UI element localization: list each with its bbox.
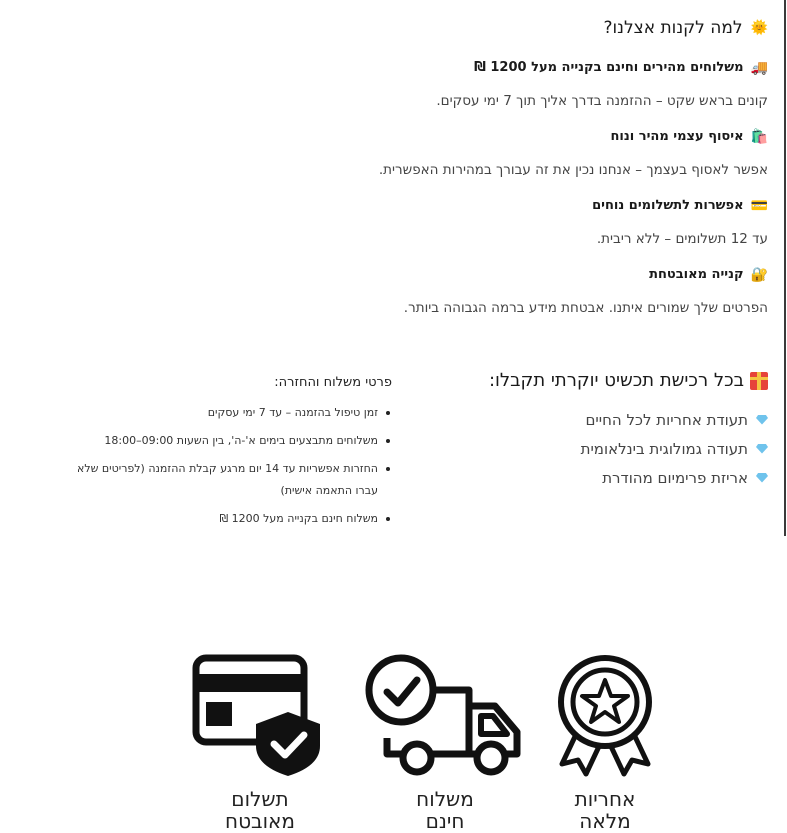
why-item-title: משלוחים מהירים וחינם בקנייה מעל 1200 ₪ xyxy=(474,60,744,75)
shipping-list xyxy=(62,402,392,530)
list-item: זמן טיפול בהזמנה – עד 7 ימי עסקים xyxy=(62,402,392,424)
list-item: אריזת פרימיום מהודרת xyxy=(423,463,768,492)
truck-icon: 🚚 xyxy=(750,59,768,76)
content-divider xyxy=(784,0,786,536)
feature-warranty xyxy=(550,654,660,832)
feature-icons xyxy=(0,640,787,833)
why-item-pickup xyxy=(368,129,768,183)
why-item-title: קנייה מאובטחת xyxy=(649,267,744,282)
sun-icon: 🌞 xyxy=(750,20,768,36)
gift-icon xyxy=(750,372,768,390)
gem-icon xyxy=(756,444,768,454)
shopping-bags-icon: 🛍️ xyxy=(750,128,768,145)
free-shipping-truck-icon xyxy=(365,654,525,778)
secure-payment-icon xyxy=(190,654,330,778)
why-buy-section xyxy=(368,18,768,336)
why-item-secure xyxy=(368,267,768,321)
lock-icon: 🔐 xyxy=(750,266,768,283)
gem-icon xyxy=(756,473,768,483)
why-buy-title: למה לקנות אצלנו? xyxy=(603,18,743,38)
feature-label: משלוח חינם xyxy=(416,787,474,833)
warranty-medal-icon xyxy=(550,654,660,778)
list-item: תעודת אחריות לכל החיים xyxy=(423,405,768,434)
list-item: משלוח חינם בקנייה מעל 1200 ₪ xyxy=(62,508,392,530)
feature-free-shipping xyxy=(365,654,525,832)
credit-card-icon: 💳 xyxy=(750,197,768,214)
feature-secure-payment xyxy=(190,654,330,832)
gifts-title: בכל רכישת תכשיט יוקרתי תקבלו: xyxy=(488,370,744,391)
why-buy-heading xyxy=(368,18,768,38)
gifts-list xyxy=(423,405,768,492)
why-item-text: הפרטים שלך שמורים איתנו. אבטחת מידע ברמה הגבוהה ביותר. xyxy=(403,300,768,316)
shipping-title: פרטי משלוח והחזרה: xyxy=(274,375,392,390)
feature-label: תשלום מאובטח xyxy=(225,787,295,833)
gifts-section xyxy=(423,370,768,492)
why-item-text: קונים בראש שקט – ההזמנה בדרך אליך תוך 7 ימי עסקים. xyxy=(436,93,768,109)
feature-label: אחריות מלאה xyxy=(574,787,636,833)
list-item: תעודה גמולוגית בינלאומית xyxy=(423,434,768,463)
why-item-payments xyxy=(368,198,768,252)
gifts-heading xyxy=(423,370,768,391)
list-item: משלוחים מתבצעים בימים א'-ה', בין השעות 09:00–18:00 xyxy=(62,430,392,452)
why-item-shipping xyxy=(368,60,768,114)
list-item: החזרות אפשריות עד 14 יום מרגע קבלת ההזמנה (לפריטים שלא עברו התאמה אישית) xyxy=(62,458,392,502)
gem-icon xyxy=(756,415,768,425)
why-item-text: עד 12 תשלומים – ללא ריבית. xyxy=(596,231,768,247)
why-item-title: איסוף עצמי מהיר ונוח xyxy=(610,129,744,144)
why-item-text: אפשר לאסוף בעצמך – אנחנו נכין את זה עבורך במהירות האפשרית. xyxy=(378,162,768,178)
why-item-title: אפשרות לתשלומים נוחים xyxy=(592,198,744,213)
shipping-returns-section xyxy=(62,375,392,536)
